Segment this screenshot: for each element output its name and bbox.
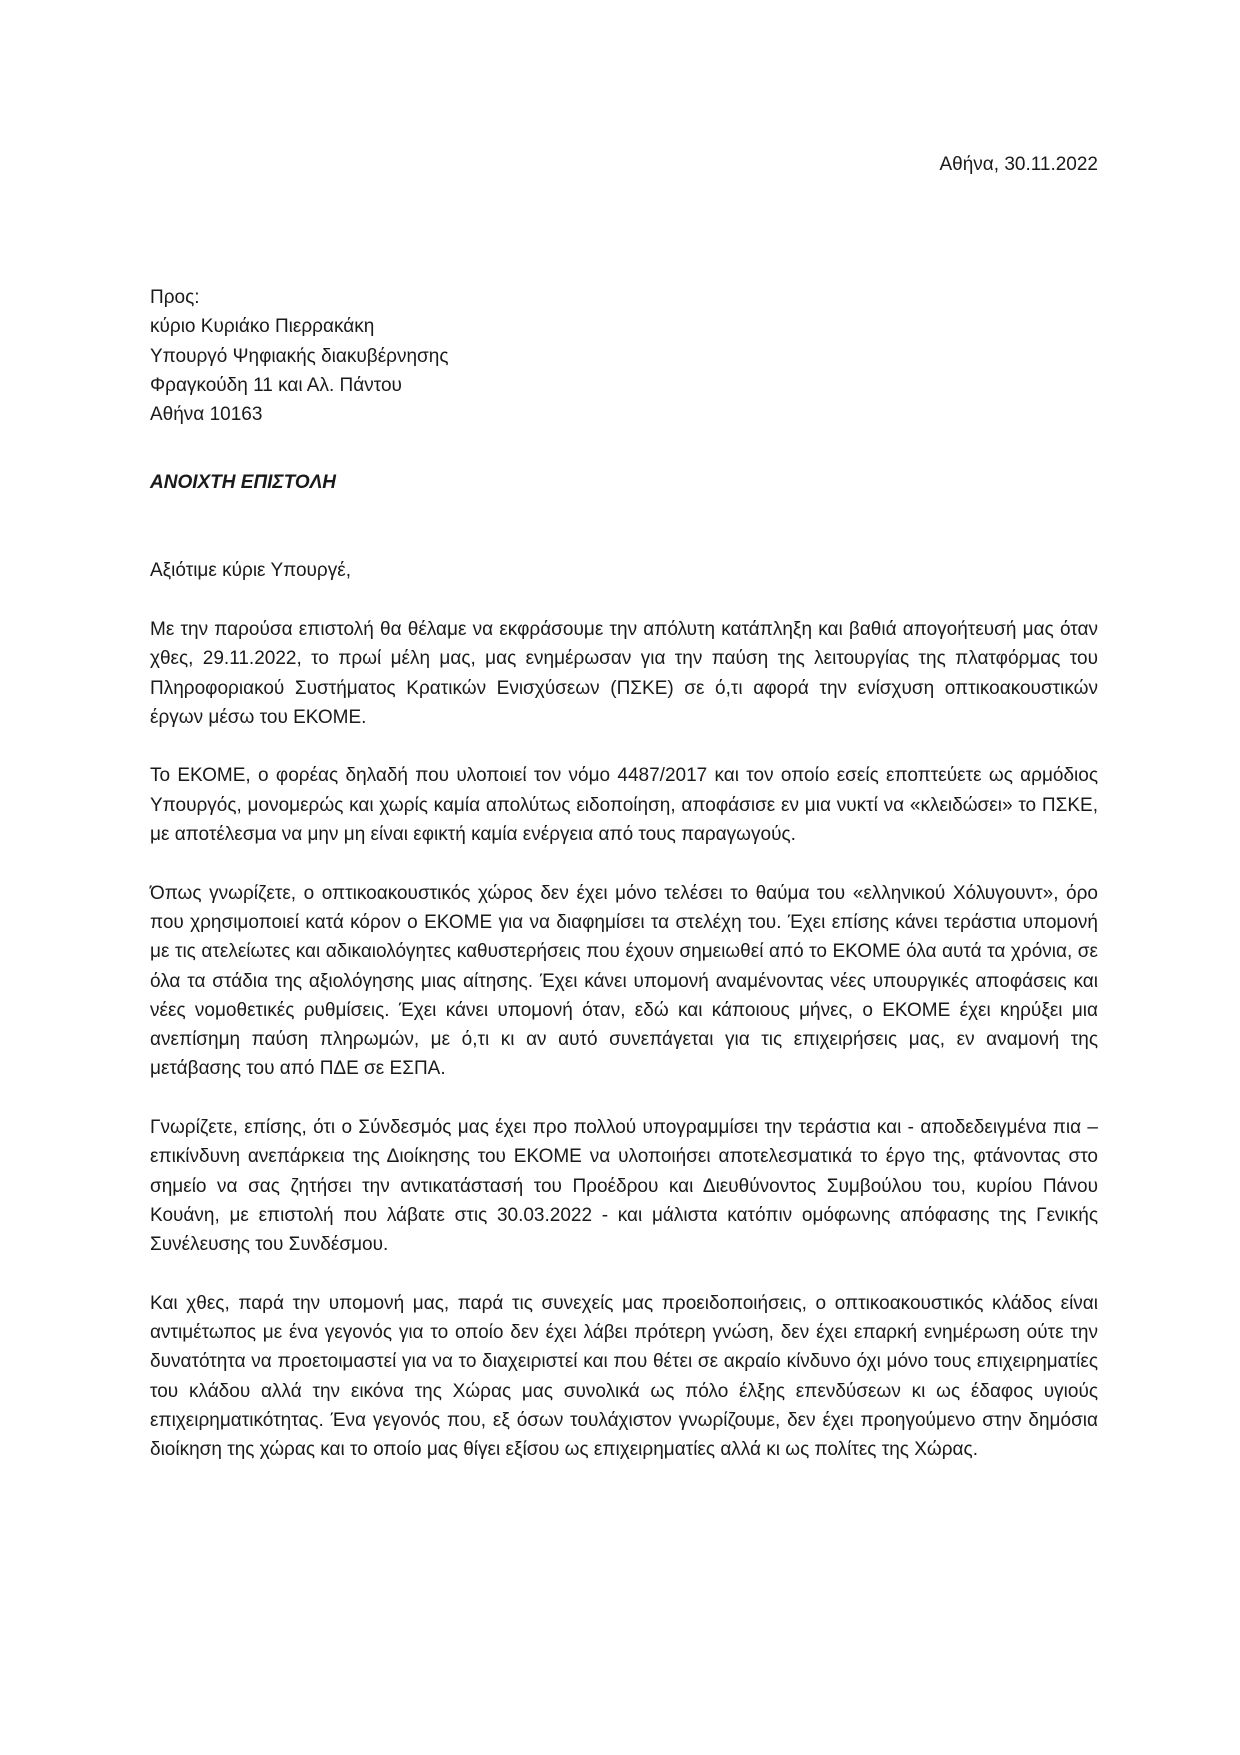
body-paragraph: Γνωρίζετε, επίσης, ότι ο Σύνδεσμός μας έχει προ πολλού υπογραμμίσει την τεράστια και - αποδεδειγμένα πια – επικίνδυνη ανεπάρκεια της Διοίκησης του ΕΚΟΜΕ να υλοποιήσει αποτελεσματικά το έργο της, φτάνοντας στο σημείο να σας ζητήσει την αντικατάστασή του Προέδρου και Διευθύνοντος Συμβούλου του, κυρίου Πάνου Κουάνη, με επιστολή που λάβατε στις 30.03.2022 - και μάλιστα κατόπιν ομόφωνης απόφασης της Γενικής Συνέλευσης του Συνδέσμου. xyxy=(150,1117,1098,1256)
recipient-city: Αθήνα 10163 xyxy=(150,404,263,426)
letter-body xyxy=(150,615,1098,1494)
recipient-block xyxy=(150,283,1098,429)
body-paragraph: Όπως γνωρίζετε, ο οπτικοακουστικός χώρος δεν έχει μόνο τελέσει το θαύμα του «ελληνικού Χόλυγουντ», όρο που χρησιμοποιεί κατά κόρον ο ΕΚΟΜΕ για να διαφημίσει τα στελέχη του. Έχει επίσης κάνει τεράστια υπομονή με τις ατελείωτες και αδικαιολόγητες καθυστερήσεις που έχουν σημειωθεί από το ΕΚΟΜΕ όλα αυτά τα χρόνια, σε όλα τα στάδια της αξιολόγησης μιας αίτησης. Έχει κάνει υπομονή αναμένοντας νέες υπουργικές αποφάσεις και νέες νομοθετικές ρυθμίσεις. Έχει κάνει υπομονή όταν, εδώ και κάποιους μήνες, ο ΕΚΟΜΕ έχει κηρύξει μια ανεπίσημη παύση πληρωμών, με ό,τι κι αν αυτό συνεπάγεται για τις επιχειρήσεις μας, εν αναμονή της μετάβασης του από ΠΔΕ σε ΕΣΠΑ. xyxy=(150,882,1098,1080)
body-paragraph: Με την παρούσα επιστολή θα θέλαμε να εκφράσουμε την απόλυτη κατάπληξη και βαθιά απογοήτευσή μας όταν χθες, 29.11.2022, το πρωί μέλη μας, μας ενημέρωσαν για την παύση της λειτουργίας της πλατφόρμας του Πληροφοριακού Συστήματος Κρατικών Ενισχύσεων (ΠΣΚΕ) σε ό,τι αφορά την ενίσχυση οπτικοακουστικών έργων μέσω του ΕΚΟΜΕ. xyxy=(150,619,1098,728)
letter-date: Αθήνα, 30.11.2022 xyxy=(939,154,1098,175)
salutation: Αξιότιμε κύριε Υπουργέ, xyxy=(150,560,351,581)
body-paragraph: Το ΕΚΟΜΕ, ο φορέας δηλαδή που υλοποιεί τον νόμο 4487/2017 και τον οποίο εσείς εποπτεύετε ως αρμόδιος Υπουργός, μονομερώς και χωρίς καμία απολύτως ειδοποίηση, αποφάσισε εν μια νυκτί να «κλειδώσει» το ΠΣΚΕ, με αποτέλεσμα να μην μη είναι εφικτή καμία ενέργεια από τους παραγωγούς. xyxy=(150,765,1098,846)
letter-title: ΑΝΟΙΧΤΗ ΕΠΙΣΤΟΛΗ xyxy=(150,472,337,493)
body-paragraph: Και χθες, παρά την υπομονή μας, παρά τις συνεχείς μας προειδοποιήσεις, ο οπτικοακουστικός κλάδος είναι αντιμέτωπος με ένα γεγονός για το οποίο δεν έχει λάβει πρότερη γνώση, δεν έχει επαρκή ενημέρωση ούτε την δυνατότητα να προετοιμαστεί για να το διαχειριστεί και που θέτει σε ακραίο κίνδυνο όχι μόνο τους επιχειρηματίες του κλάδου αλλά την εικόνα της Χώρας μας συνολικά ως πόλο έλξης επενδύσεων κι ως έδαφος υγιούς επιχειρηματικότητας. Ένα γεγονός που, εξ όσων τουλάχιστον γνωρίζουμε, δεν έχει προηγούμενο στην δημόσια διοίκηση της χώρας και το οποίο μας θίγει εξίσου ως επιχειρηματίες αλλά κι ως πολίτες της Χώρας. xyxy=(150,1292,1098,1461)
recipient-name: κύριο Κυριάκο Πιερρακάκη xyxy=(150,316,375,338)
recipient-label: Προς: xyxy=(150,287,200,308)
recipient-title: Υπουργό Ψηφιακής διακυβέρνησης xyxy=(150,345,449,367)
recipient-street: Φραγκούδη 11 και Αλ. Πάντου xyxy=(150,374,402,396)
